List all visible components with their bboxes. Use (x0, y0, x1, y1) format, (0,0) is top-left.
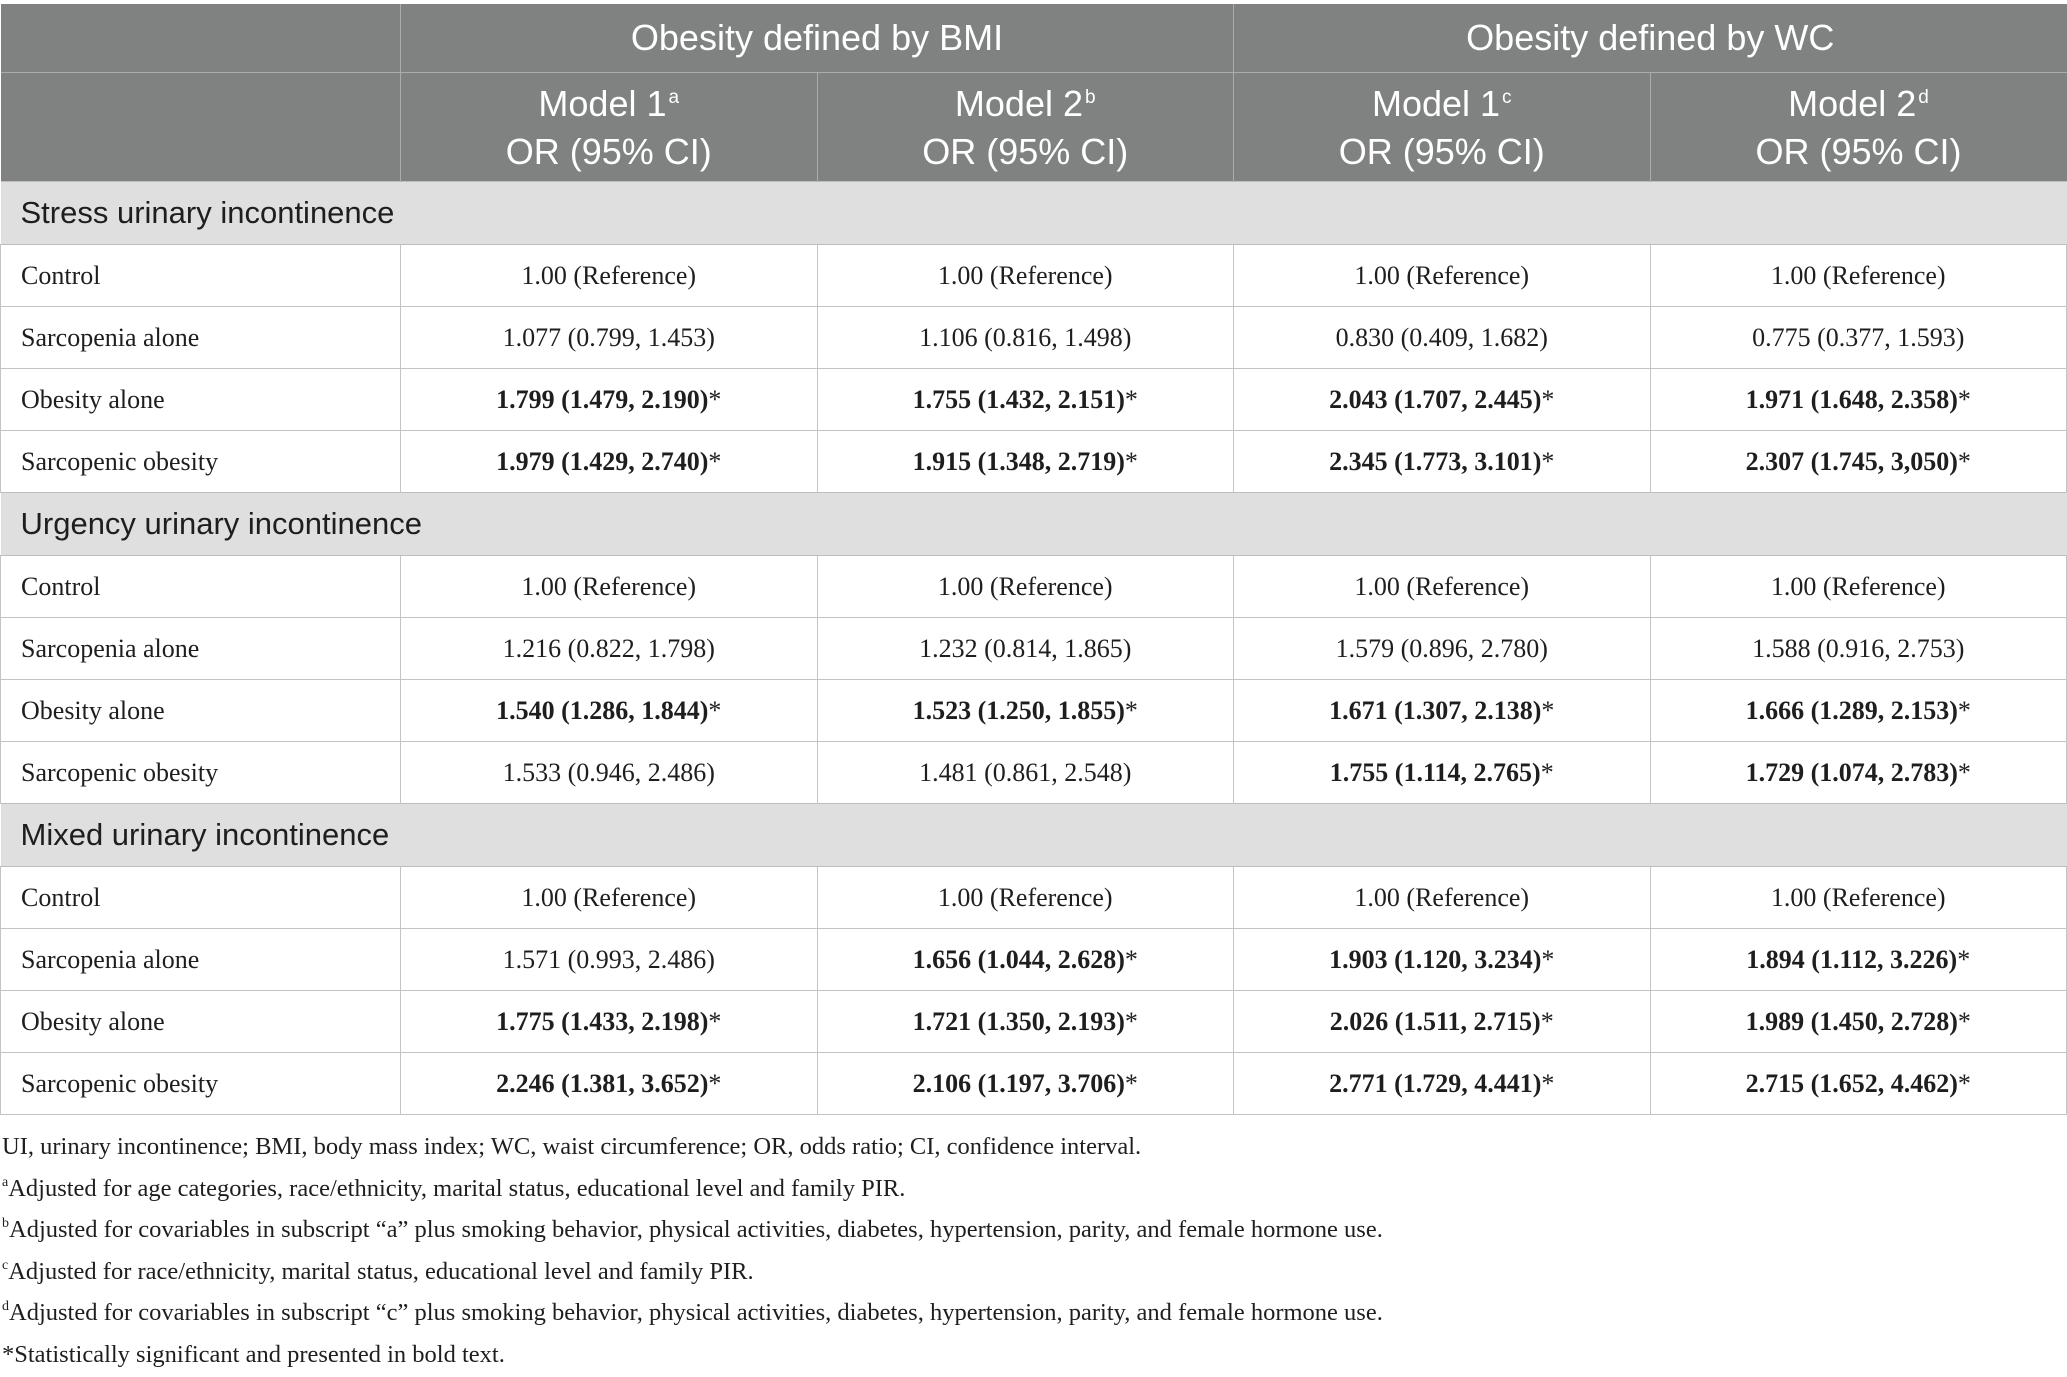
or-value: 2.106 (1.197, 3.706) (913, 1069, 1125, 1098)
table-row (1, 618, 2067, 680)
or-value: 2.307 (1.745, 3,050) (1746, 447, 1958, 476)
or-value: 1.903 (1.120, 3.234) (1329, 945, 1541, 974)
row-label: Sarcopenic obesity (1, 1053, 401, 1115)
table-footnotes (2, 1128, 2062, 1377)
header-corner (1, 4, 401, 73)
footnote-line (2, 1170, 2062, 1212)
model-footnote-mark: d (1918, 87, 1929, 108)
table-row (1, 307, 2067, 369)
or-value: 1.755 (1.114, 2.765) (1330, 758, 1541, 787)
or-cell (1234, 307, 1651, 369)
significance-mark: * (708, 1069, 721, 1098)
table-row (1, 556, 2067, 618)
model-name: Model 2 (1788, 83, 1916, 124)
footnote-text: *Statistically significant and presented in bold text. (2, 1341, 505, 1368)
or-value: 1.971 (1.648, 2.358) (1746, 385, 1958, 414)
header-model (817, 73, 1234, 182)
or-value: 1.00 (Reference) (938, 572, 1113, 601)
or-cell (401, 1053, 818, 1115)
or-value: 1.571 (0.993, 2.486) (503, 945, 715, 974)
or-cell (401, 556, 818, 618)
or-value: 1.00 (Reference) (1771, 883, 1946, 912)
table-row (1, 867, 2067, 929)
header-group-bmi: Obesity defined by BMI (401, 4, 1234, 73)
significance-mark: * (1541, 696, 1554, 725)
section-header-row (1, 182, 2067, 245)
or-value: 1.729 (1.074, 2.783) (1746, 758, 1958, 787)
model-footnote-mark: b (1085, 87, 1096, 108)
header-corner-2 (1, 73, 401, 182)
or-cell (817, 929, 1234, 991)
model-stat: OR (95% CI) (1755, 131, 1961, 172)
or-cell (401, 307, 818, 369)
model-name: Model 2 (955, 83, 1083, 124)
odds-ratio-table-container (0, 4, 2067, 1115)
section-title: Stress urinary incontinence (1, 182, 2067, 245)
or-value: 1.523 (1.250, 1.855) (913, 696, 1125, 725)
significance-mark: * (1541, 758, 1554, 787)
or-cell (1234, 369, 1651, 431)
or-value: 2.715 (1.652, 4.462) (1746, 1069, 1958, 1098)
or-cell (817, 742, 1234, 804)
or-cell (401, 867, 818, 929)
or-value: 1.588 (0.916, 2.753) (1752, 634, 1964, 663)
model-name: Model 1 (1372, 83, 1500, 124)
significance-mark: * (1958, 385, 1971, 414)
table-row (1, 369, 2067, 431)
footnote-mark: b (2, 1216, 9, 1231)
footnote-text: UI, urinary incontinence; BMI, body mass index; WC, waist circumference; OR, odds ratio; CI, confidence interval. (2, 1133, 1141, 1160)
significance-mark: * (1541, 945, 1554, 974)
or-cell (817, 556, 1234, 618)
or-cell (401, 245, 818, 307)
or-cell (1234, 680, 1651, 742)
or-cell (1650, 742, 2067, 804)
or-value: 1.00 (Reference) (1771, 572, 1946, 601)
or-cell (401, 431, 818, 493)
or-value: 1.00 (Reference) (521, 261, 696, 290)
or-value: 1.00 (Reference) (938, 261, 1113, 290)
or-value: 1.232 (0.814, 1.865) (919, 634, 1131, 663)
significance-mark: * (1958, 1007, 1971, 1036)
or-value: 1.671 (1.307, 2.138) (1329, 696, 1541, 725)
row-label: Sarcopenia alone (1, 307, 401, 369)
or-value: 1.666 (1.289, 2.153) (1746, 696, 1958, 725)
significance-mark: * (1957, 945, 1970, 974)
or-cell (401, 680, 818, 742)
section-header-row (1, 804, 2067, 867)
row-label: Sarcopenia alone (1, 618, 401, 680)
significance-mark: * (1125, 945, 1138, 974)
significance-mark: * (1125, 1007, 1138, 1036)
or-cell (1650, 556, 2067, 618)
or-value: 0.775 (0.377, 1.593) (1752, 323, 1964, 352)
or-cell (1650, 867, 2067, 929)
or-cell (1650, 991, 2067, 1053)
or-cell (401, 618, 818, 680)
model-stat: OR (95% CI) (506, 131, 712, 172)
or-value: 1.00 (Reference) (1771, 261, 1946, 290)
section-title: Urgency urinary incontinence (1, 493, 2067, 556)
row-label: Control (1, 867, 401, 929)
or-cell (817, 307, 1234, 369)
table-row (1, 245, 2067, 307)
table-row (1, 680, 2067, 742)
footnote-text: Adjusted for covariables in subscript “a” plus smoking behavior, physical activities, diabetes, hypertension, parity, and female hormone use. (9, 1216, 1383, 1243)
or-cell (1234, 556, 1651, 618)
or-cell (1650, 680, 2067, 742)
row-label: Obesity alone (1, 680, 401, 742)
or-value: 1.799 (1.479, 2.190) (496, 385, 708, 414)
header-model (401, 73, 818, 182)
or-value: 1.979 (1.429, 2.740) (496, 447, 708, 476)
or-value: 1.540 (1.286, 1.844) (496, 696, 708, 725)
or-value: 1.721 (1.350, 2.193) (913, 1007, 1125, 1036)
significance-mark: * (708, 696, 721, 725)
footnote-line (2, 1294, 2062, 1336)
section-title: Mixed urinary incontinence (1, 804, 2067, 867)
or-value: 1.894 (1.112, 3.226) (1746, 945, 1957, 974)
or-cell (1234, 867, 1651, 929)
or-cell (1234, 929, 1651, 991)
or-value: 0.830 (0.409, 1.682) (1336, 323, 1548, 352)
row-label: Control (1, 245, 401, 307)
footnote-line (2, 1211, 2062, 1253)
or-cell (401, 742, 818, 804)
or-value: 1.481 (0.861, 2.548) (919, 758, 1131, 787)
or-cell (1650, 1053, 2067, 1115)
or-cell (401, 369, 818, 431)
footnote-mark: d (2, 1299, 9, 1314)
or-cell (1234, 1053, 1651, 1115)
or-value: 2.345 (1.773, 3.101) (1329, 447, 1541, 476)
or-value: 1.077 (0.799, 1.453) (503, 323, 715, 352)
row-label: Sarcopenic obesity (1, 431, 401, 493)
or-cell (1234, 742, 1651, 804)
significance-mark: * (1541, 385, 1554, 414)
header-group-wc: Obesity defined by WC (1234, 4, 2067, 73)
odds-ratio-table (0, 4, 2067, 1115)
or-value: 1.00 (Reference) (521, 883, 696, 912)
footnote-line (2, 1128, 2062, 1170)
footnote-text: Adjusted for covariables in subscript “c” plus smoking behavior, physical activities, diabetes, hypertension, parity, and female hormone use. (9, 1299, 1383, 1326)
or-cell (1234, 431, 1651, 493)
or-value: 2.043 (1.707, 2.445) (1329, 385, 1541, 414)
significance-mark: * (1125, 385, 1138, 414)
model-stat: OR (95% CI) (1339, 131, 1545, 172)
significance-mark: * (708, 385, 721, 414)
footnote-line (2, 1253, 2062, 1295)
model-stat: OR (95% CI) (922, 131, 1128, 172)
or-value: 1.00 (Reference) (521, 572, 696, 601)
significance-mark: * (708, 1007, 721, 1036)
footnote-text: Adjusted for age categories, race/ethnicity, marital status, educational level and family PIR. (8, 1175, 905, 1202)
or-value: 1.216 (0.822, 1.798) (503, 634, 715, 663)
significance-mark: * (1958, 1069, 1971, 1098)
or-value: 1.00 (Reference) (1354, 572, 1529, 601)
or-cell (1234, 991, 1651, 1053)
or-cell (817, 369, 1234, 431)
or-cell (1650, 245, 2067, 307)
footnote-mark: a (2, 1175, 8, 1190)
or-value: 2.246 (1.381, 3.652) (496, 1069, 708, 1098)
model-name: Model 1 (538, 83, 666, 124)
significance-mark: * (1958, 447, 1971, 476)
significance-mark: * (1125, 447, 1138, 476)
or-value: 1.775 (1.433, 2.198) (496, 1007, 708, 1036)
table-body (1, 182, 2067, 1115)
table-row (1, 991, 2067, 1053)
or-value: 1.533 (0.946, 2.486) (503, 758, 715, 787)
significance-mark: * (1541, 1007, 1554, 1036)
table-row (1, 431, 2067, 493)
or-cell (817, 431, 1234, 493)
or-cell (817, 1053, 1234, 1115)
row-label: Sarcopenic obesity (1, 742, 401, 804)
or-value: 2.026 (1.511, 2.715) (1330, 1007, 1541, 1036)
or-value: 1.656 (1.044, 2.628) (913, 945, 1125, 974)
row-label: Obesity alone (1, 991, 401, 1053)
or-value: 1.989 (1.450, 2.728) (1746, 1007, 1958, 1036)
or-value: 1.00 (Reference) (1354, 261, 1529, 290)
or-cell (1650, 431, 2067, 493)
or-value: 1.915 (1.348, 2.719) (913, 447, 1125, 476)
model-footnote-mark: a (669, 87, 680, 108)
table-row (1, 742, 2067, 804)
or-value: 1.579 (0.896, 2.780) (1336, 634, 1548, 663)
or-value: 1.106 (0.816, 1.498) (919, 323, 1131, 352)
or-cell (817, 867, 1234, 929)
table-row (1, 929, 2067, 991)
significance-mark: * (1958, 758, 1971, 787)
or-cell (817, 991, 1234, 1053)
or-cell (1234, 618, 1651, 680)
header-model (1650, 73, 2067, 182)
significance-mark: * (1541, 1069, 1554, 1098)
or-value: 2.771 (1.729, 4.441) (1329, 1069, 1541, 1098)
significance-mark: * (708, 447, 721, 476)
row-label: Obesity alone (1, 369, 401, 431)
footnote-text: Adjusted for race/ethnicity, marital status, educational level and family PIR. (8, 1258, 753, 1285)
header-group-row (1, 4, 2067, 73)
or-value: 1.00 (Reference) (938, 883, 1113, 912)
table-row (1, 1053, 2067, 1115)
header-model-row (1, 73, 2067, 182)
model-footnote-mark: c (1502, 87, 1512, 108)
or-cell (817, 245, 1234, 307)
or-cell (817, 618, 1234, 680)
or-cell (1650, 307, 2067, 369)
or-cell (1650, 369, 2067, 431)
row-label: Sarcopenia alone (1, 929, 401, 991)
or-cell (817, 680, 1234, 742)
section-header-row (1, 493, 2067, 556)
significance-mark: * (1958, 696, 1971, 725)
significance-mark: * (1125, 1069, 1138, 1098)
or-cell (401, 929, 818, 991)
significance-mark: * (1541, 447, 1554, 476)
or-value: 1.755 (1.432, 2.151) (913, 385, 1125, 414)
significance-mark: * (1125, 696, 1138, 725)
or-cell (401, 991, 818, 1053)
row-label: Control (1, 556, 401, 618)
or-cell (1234, 245, 1651, 307)
footnote-mark: c (2, 1258, 8, 1273)
header-model (1234, 73, 1651, 182)
or-value: 1.00 (Reference) (1354, 883, 1529, 912)
or-cell (1650, 618, 2067, 680)
or-cell (1650, 929, 2067, 991)
footnote-line (2, 1336, 2062, 1377)
